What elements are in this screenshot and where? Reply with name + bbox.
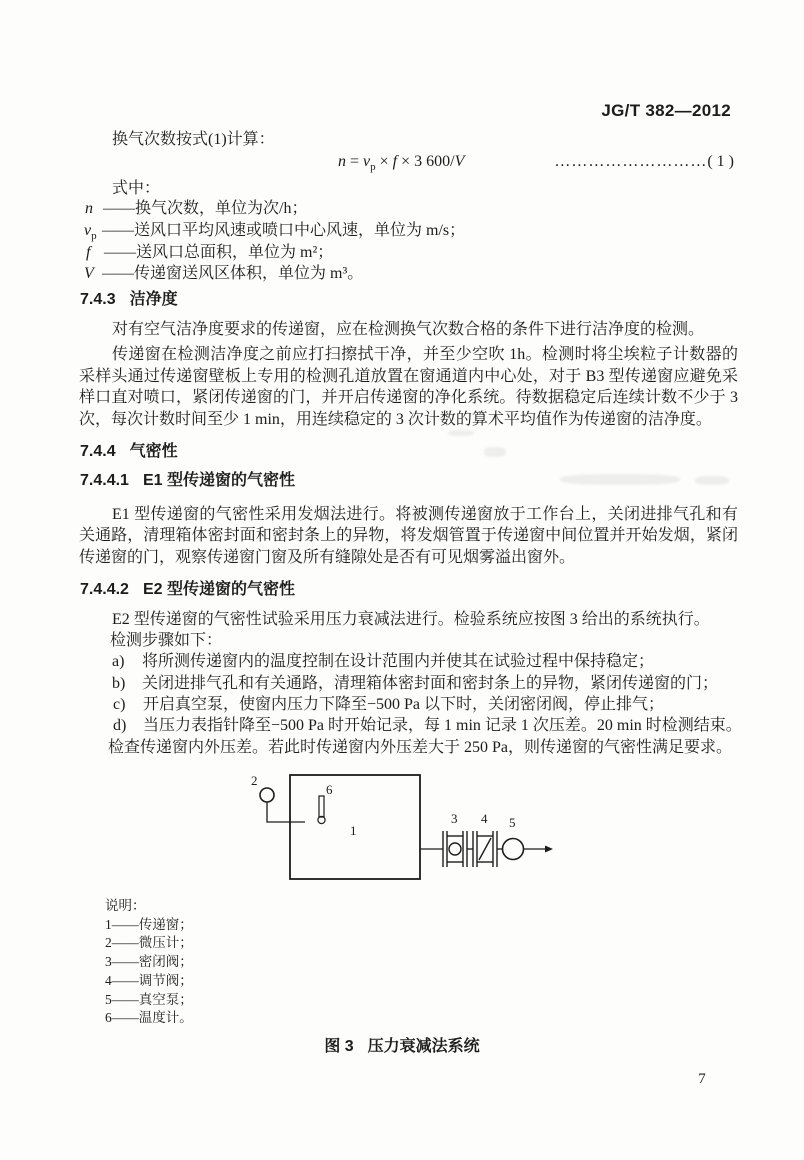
legend-title: 说明： [105,898,146,913]
step-d-continuation: 检查传递窗内外压差。若此时传递窗内外压差大于 250 Pa，则传递窗的气密性满足要求。 [108,739,733,756]
step-a: a) 将所测传递窗内的温度控制在设计范围内并使其在试验过程中保持稳定； [112,653,655,670]
paragraph-743-2: 传递窗在检测洁净度之前应打扫擦拭干净，并至少空吹 1h。检测时将尘埃粒子计数器的采样头通过传递窗壁板上专用的检测孔道放置在窗通道内中心处，对于 B3 型传递窗应避免采样口直对喷口，紧闭传递窗的门，并开启传递窗的净化系统。待数据稳定后连续计数不少于 3 次，每次计数时间至少 1 min，用连续稳定的 3 次计数的算术平均值作为传递窗的洁净度。 [79,346,738,428]
thermometer-stem [319,796,324,817]
where-label: 式中： [112,180,161,197]
scan-artifact [560,474,680,485]
label-seal-valve: 3 [451,811,458,826]
flow-arrow-icon [545,846,553,853]
paragraph-7442-1: E2 型传递窗的气密性试验采用压力衰减法进行。检验系统应按图 3 给出的系统执行。 [112,611,710,628]
definition-f: f ——送风口总面积，单位为 m²； [86,244,334,261]
pressure-decay-diagram [240,763,560,904]
heading-7-4-4-1: 7.4.4.1 E1 型传递窗的气密性 [80,472,295,489]
legend-item-2: 2——微压计； [105,935,193,951]
var-n: n [338,153,346,170]
dot-leader: ……………………… [554,153,708,170]
micro-manometer-symbol [260,788,274,802]
legend-item-4: 4——调节阀； [105,972,193,988]
legend-item-5: 5——真空泵； [105,991,193,1007]
step-d: d) 当压力表指针降至−500 Pa 时开始记录，每 1 min 记录 1 次压差。20 min 时检测结束。 [113,717,742,734]
diagram-svg [240,763,560,897]
scan-artifact [484,447,506,457]
heading-7-4-4-2: 7.4.4.2 E2 型传递窗的气密性 [80,581,295,598]
paragraph-7441-1: E1 型传递窗的气密性采用发烟法进行。将被测传递窗放于工作台上，关闭进排气孔和有关通路，清理箱体密封面和密封条上的异物，将发烟管置于传递窗中间位置并开始发烟，紧闭传递窗的门，观察传递窗门窗及所有缝隙处是否有可见烟雾溢出窗外。 [79,506,738,566]
var-V: V [454,153,465,170]
var-f: f [392,153,398,170]
step-b: b) 关闭进排气孔和有关通路，清理箱体密封面和密封条上的异物，紧闭传递窗的门； [112,675,719,692]
definition-n: n ——换气次数，单位为次/h； [85,200,308,217]
heading-7-4-4: 7.4.4 气密性 [80,443,178,460]
definition-V: V ——传递窗送风区体积，单位为 m³。 [84,265,364,282]
standard-number: JG/T 382—2012 [601,101,731,120]
steps-intro: 检测步骤如下： [110,632,223,649]
step-c: c) 开启真空泵，使窗内压力下降至−500 Pa 以下时，关闭密闭阀，停止排气； [113,696,665,713]
definition-vp: $v_p$ ——送风口平均风速或喷口中心风速，单位为 m/s； [84,222,466,243]
legend-item-3: 3——密闭阀； [105,954,193,970]
var-v-sub: p [370,161,376,174]
legend-item-1: 1——传递窗； [105,916,193,932]
seal-valve-symbol [443,831,467,867]
heading-7-4-3: 7.4.3 洁净度 [80,291,178,308]
label-vacuum-pump: 5 [509,815,516,830]
regulating-valve-symbol [473,831,497,867]
scan-artifact [448,430,474,436]
legend-item-6: 6——温度计。 [105,1010,193,1026]
page-number: 7 [698,1071,706,1087]
formula-intro: 换气次数按式(1)计算： [112,131,275,148]
paragraph-743-1: 对有空气洁净度要求的传递窗，应在检测换气次数合格的条件下进行洁净度的检测。 [112,321,705,338]
scan-artifact [695,476,729,485]
label-transfer-window: 1 [350,823,357,838]
label-thermometer: 6 [326,782,333,797]
var-v: v [363,153,371,170]
label-regulating-valve: 4 [481,811,488,826]
equation-number: ………………………( 1 ) [554,153,734,170]
vacuum-pump-symbol [503,839,524,860]
figure-caption: 图 3 压力衰减法系统 [324,1038,480,1055]
diagram-legend [105,897,193,1028]
equation: $n = v_p \times f \times 3$ 600/V [338,153,465,174]
label-micro-manometer: 2 [251,773,258,788]
manometer-tube [267,802,305,822]
